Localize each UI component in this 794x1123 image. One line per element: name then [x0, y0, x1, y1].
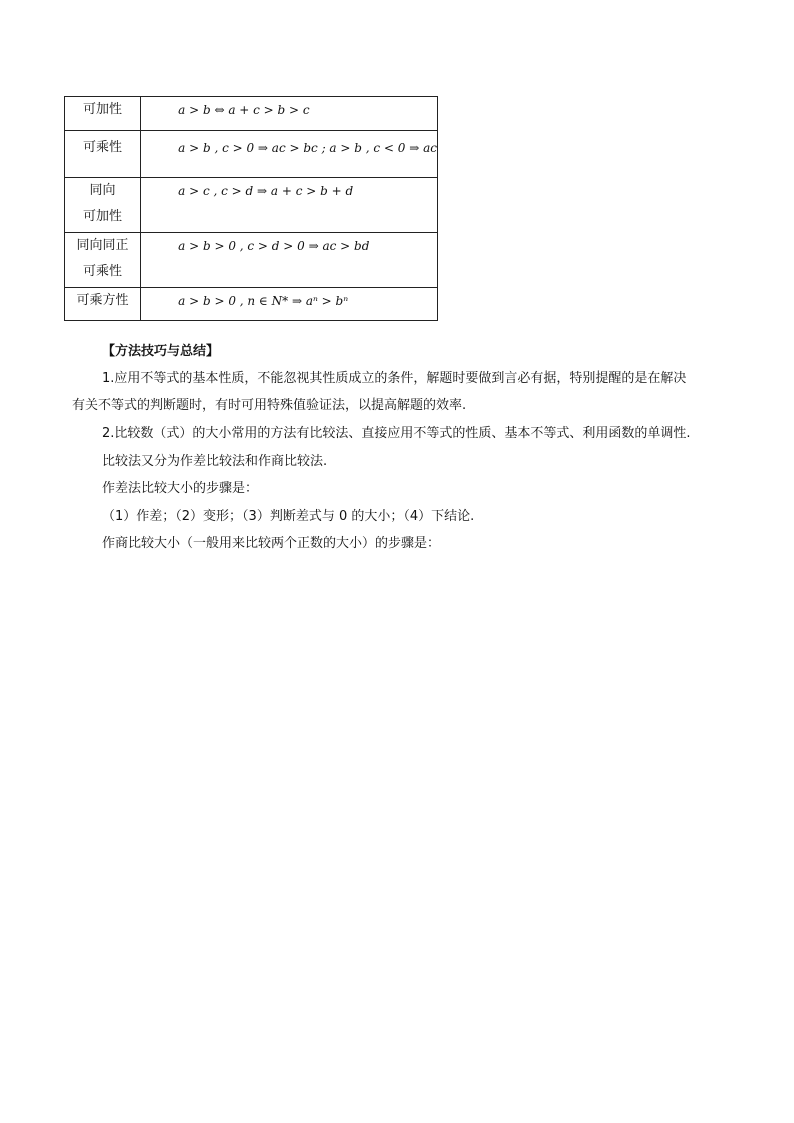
- property-formula: a > c , c > d ⇒ a + c > b + d: [141, 178, 438, 233]
- property-name-line: 同向同正: [76, 238, 129, 253]
- table-row: [65, 131, 438, 178]
- property-name-line: 同向: [89, 183, 116, 198]
- property-name: [65, 233, 141, 288]
- property-formula: a > b ⇔ a + c > b > c: [141, 97, 438, 131]
- table-row: [65, 288, 438, 321]
- section-title: 【方法技巧与总结】: [102, 344, 220, 359]
- paragraph-line: 1.应用不等式的基本性质，不能忽视其性质成立的条件，解题时要做到言必有据，特别提醒的是在解决: [102, 371, 687, 386]
- paragraph-line: （1）作差；（2）变形；（3）判断差式与 0 的大小；（4）下结论.: [102, 509, 475, 524]
- inequality-properties-table: [64, 96, 438, 321]
- table-row: [65, 97, 438, 131]
- paragraph-line: 作商比较大小（一般用来比较两个正数的大小）的步骤是：: [102, 536, 441, 551]
- paragraph-line: 作差法比较大小的步骤是：: [102, 481, 259, 496]
- property-name: [65, 97, 141, 131]
- property-name-line: 可加性: [83, 209, 123, 224]
- property-name: [65, 288, 141, 321]
- property-name-line: 可乘性: [83, 264, 123, 279]
- property-name-line: 可乘方性: [76, 293, 129, 308]
- property-formula: a > b > 0 , c > d > 0 ⇒ ac > bd: [141, 233, 438, 288]
- property-name: [65, 131, 141, 178]
- paragraph-line: 比较法又分为作差比较法和作商比较法.: [102, 454, 328, 469]
- property-formula: a > b > 0 , n ∈ N* ⇒ aⁿ > bⁿ: [141, 288, 438, 321]
- property-name-line: 可乘性: [83, 140, 123, 155]
- property-name: [65, 178, 141, 233]
- property-formula: a > b , c > 0 ⇒ ac > bc ; a > b , c < 0 ⇒ ac: [141, 131, 438, 178]
- table-row: [65, 178, 438, 233]
- table-row: [65, 233, 438, 288]
- paragraph-line: 2.比较数（式）的大小常用的方法有比较法、直接应用不等式的性质、基本不等式、利用函数的单调性.: [102, 426, 691, 441]
- paragraph-line: 有关不等式的判断题时，有时可用特殊值验证法，以提高解题的效率.: [72, 398, 467, 413]
- property-name-line: 可加性: [83, 102, 123, 117]
